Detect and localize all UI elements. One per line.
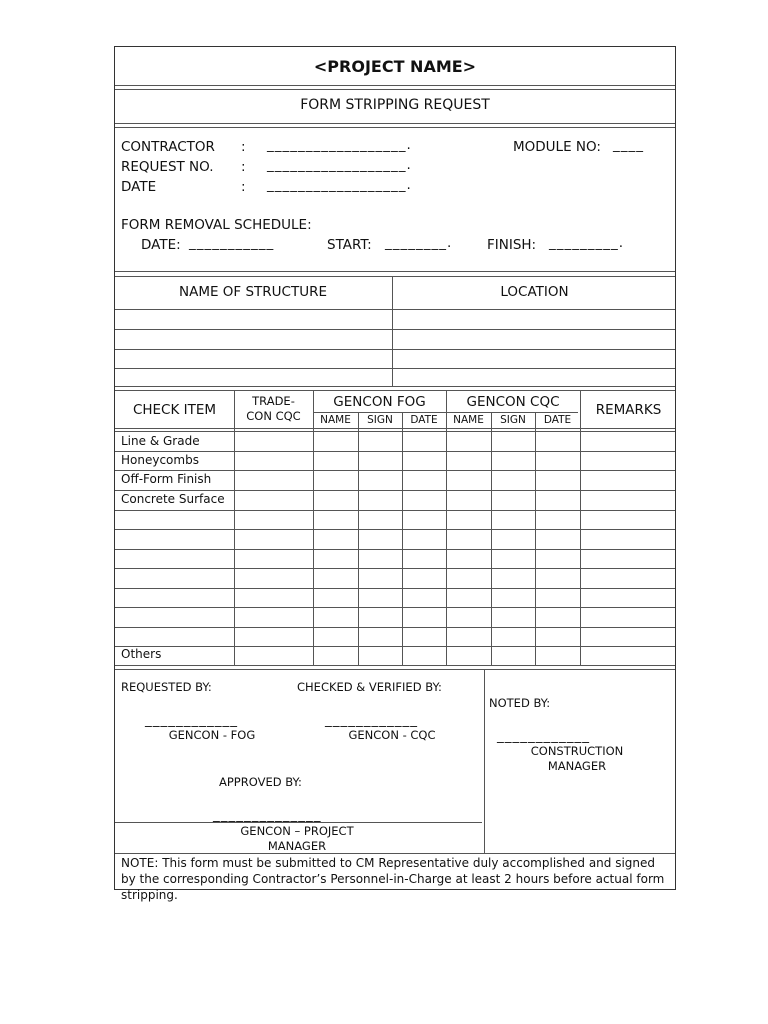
divider xyxy=(115,428,675,429)
start-label: START: xyxy=(327,237,372,253)
check-item-concrete-surface: Concrete Surface xyxy=(121,492,225,506)
requested-by-signature-line[interactable]: ____________ xyxy=(145,712,238,728)
gencon-cqc-header: GENCON CQC xyxy=(466,394,560,410)
table-row xyxy=(115,510,675,511)
divider xyxy=(115,271,675,272)
start-field[interactable]: ________. xyxy=(385,235,453,251)
cqc-name-header: NAME xyxy=(453,414,484,426)
table-row xyxy=(115,588,675,589)
table-row xyxy=(115,646,675,647)
divider xyxy=(115,390,675,391)
noted-by-label: NOTED BY: xyxy=(489,696,551,710)
colon: : xyxy=(241,139,246,155)
checked-by-signature-line[interactable]: ____________ xyxy=(325,712,418,728)
gencon-cqc-caption: GENCON - CQC xyxy=(348,728,436,742)
check-item-others: Others xyxy=(121,647,162,661)
table-row xyxy=(115,529,675,530)
check-item-line-grade: Line & Grade xyxy=(121,434,200,448)
divider xyxy=(115,822,482,823)
fog-sign-header: SIGN xyxy=(367,414,393,426)
submission-note: NOTE: This form must be submitted to CM Representative duly accomplished and signed by the corresponding Contractor’s Personnel-in-Charge at least 2 hours before actual form stripping. xyxy=(121,856,665,902)
colon: : xyxy=(241,159,246,175)
table-row xyxy=(115,368,675,369)
table-row xyxy=(115,451,675,452)
form-title: FORM STRIPPING REQUEST xyxy=(300,97,490,113)
date-label: DATE xyxy=(121,179,157,195)
project-name: <PROJECT NAME> xyxy=(313,57,477,76)
module-field[interactable]: ____ xyxy=(613,137,644,153)
requested-by-label: REQUESTED BY: xyxy=(121,680,212,694)
table-row xyxy=(115,549,675,550)
table-row xyxy=(115,309,675,310)
contractor-field[interactable]: __________________. xyxy=(267,137,412,153)
divider xyxy=(115,853,675,854)
cqc-date-header: DATE xyxy=(543,414,572,426)
request-no-label: REQUEST NO. xyxy=(121,159,214,175)
project-manager-caption: GENCON – PROJECT MANAGER xyxy=(240,824,354,853)
divider xyxy=(115,85,675,86)
fog-name-header: NAME xyxy=(320,414,351,426)
table-row xyxy=(115,568,675,569)
finish-label: FINISH: xyxy=(487,237,537,253)
gencon-fog-caption: GENCON - FOG xyxy=(168,728,256,742)
gencon-fog-header: GENCON FOG xyxy=(333,394,426,410)
name-of-structure-header: NAME OF STRUCTURE xyxy=(178,284,328,300)
trade-con-header: TRADE- CON CQC xyxy=(246,394,301,423)
check-item-honeycombs: Honeycombs xyxy=(121,453,199,467)
check-item-off-form-finish: Off-Form Finish xyxy=(121,472,212,486)
approved-by-label: APPROVED BY: xyxy=(219,775,302,789)
approved-by-signature-line[interactable]: ______________ xyxy=(213,807,322,823)
table-row xyxy=(115,329,675,330)
checked-verified-by-label: CHECKED & VERIFIED BY: xyxy=(297,680,442,694)
divider xyxy=(115,669,675,670)
colon: : xyxy=(241,179,246,195)
location-header: LOCATION xyxy=(500,284,569,300)
divider xyxy=(115,123,675,124)
request-no-field[interactable]: __________________. xyxy=(267,157,412,173)
divider xyxy=(115,276,675,277)
schedule-date-field[interactable]: ___________ xyxy=(189,235,275,251)
schedule-date-label: DATE: xyxy=(141,237,181,253)
finish-field[interactable]: _________. xyxy=(549,235,625,251)
table-row xyxy=(115,607,675,608)
remarks-header: REMARKS xyxy=(595,402,662,418)
divider xyxy=(115,665,675,666)
date-field[interactable]: __________________. xyxy=(267,177,412,193)
table-row xyxy=(115,470,675,471)
divider xyxy=(115,89,675,90)
fog-date-header: DATE xyxy=(410,414,438,426)
construction-manager-caption: CONSTRUCTION MANAGER xyxy=(530,744,624,773)
cqc-sign-header: SIGN xyxy=(500,414,526,426)
form-sheet xyxy=(114,46,676,902)
contractor-label: CONTRACTOR xyxy=(121,139,215,155)
table-row xyxy=(115,490,675,491)
schedule-label: FORM REMOVAL SCHEDULE: xyxy=(121,217,312,233)
divider xyxy=(115,431,675,432)
divider xyxy=(484,669,485,853)
table-row xyxy=(115,349,675,350)
table-row xyxy=(115,627,675,628)
divider xyxy=(115,386,675,387)
divider xyxy=(115,127,675,128)
divider xyxy=(313,412,578,413)
noted-by-signature-line[interactable]: ____________ xyxy=(497,728,590,744)
divider xyxy=(392,277,393,387)
module-label: MODULE NO: xyxy=(513,139,601,155)
check-item-header: CHECK ITEM xyxy=(132,402,217,418)
